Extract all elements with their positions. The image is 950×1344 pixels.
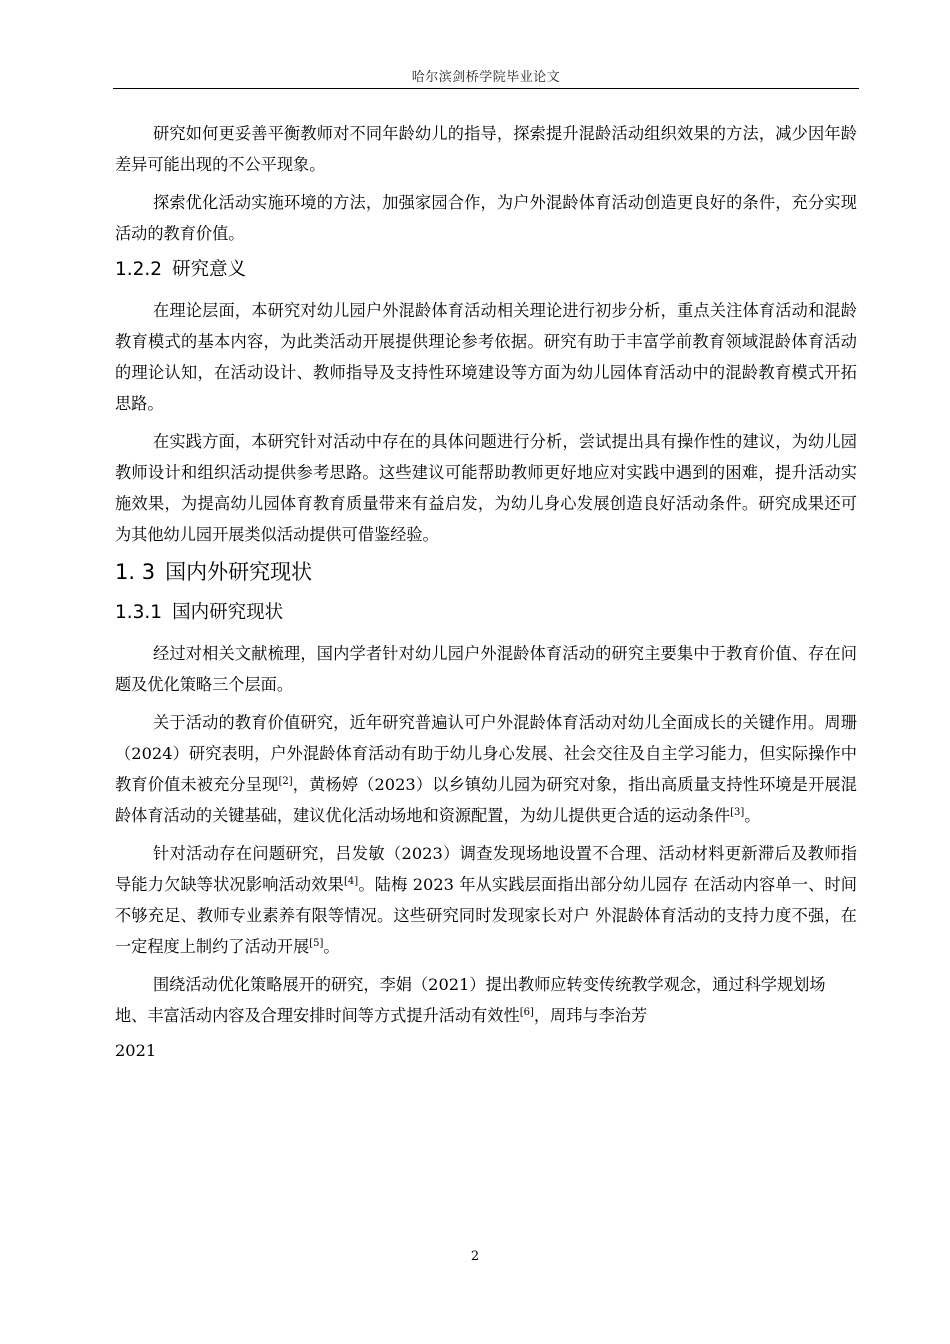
text-run: 关于活动的教育价值研究，近年研究普遍认可户外混龄体育活动对幼儿全面成长的关键作用。周珊（2024）研究表明，户外混龄体育活动有助于幼儿身心发展、社会交往及自主学习能力，但实际操作中教育价值未被充分呈现	[115, 713, 857, 794]
text-run: ，黄杨婷（2023）以乡镇幼儿园为研究对象，指出高质量支持性环境是开展混龄体育活动的关键基础，建议优化活动场地和资源配置，为幼儿提供更合适的运动条件	[115, 775, 857, 825]
section-title: 国内研究现状	[172, 602, 284, 623]
paragraph-1: 研究如何更妥善平衡教师对不同年龄幼儿的指导，探索提升混龄活动组织效果的方法，减少因年龄差异可能出现的不公平现象。	[115, 124, 857, 174]
trailing-text: 2021	[115, 1041, 157, 1060]
section-number: 1.3.1	[115, 602, 163, 623]
page-number: 2	[470, 1249, 480, 1264]
section-title: 国内外研究现状	[165, 560, 313, 584]
section-title: 研究意义	[172, 259, 247, 280]
text-run: 。	[323, 937, 340, 956]
citation-ref: [5]	[309, 938, 324, 949]
text-run: 。陆梅 2023 年从实践层面指出部分幼儿园存 在活动内容单一、时间不够充足、教师专业素养有限等情况。这些研究同时发现家长对户 外混龄体育活动的支持力度不强，在一定程度上制约了活动开展	[115, 875, 857, 956]
paragraph-4: 在实践方面，本研究针对活动中存在的具体问题进行分析，尝试提出具有操作性的建议，为幼儿园教师设计和组织活动提供参考思路。这些建议可能帮助教师更好地应对实践中遇到的困难，提升活动实施效果，为提高幼儿园体育教育质量带来有益启发，为幼儿身心发展创造良好活动条件。研究成果还可为其他幼儿园开展类似活动提供可借鉴经验。	[115, 432, 857, 544]
text-run: ，周玮与李治芳	[533, 1006, 648, 1025]
section-heading-1-3	[115, 557, 857, 587]
running-header: 哈尔滨剑桥学院毕业论文	[411, 70, 561, 85]
section-heading-1-3-1	[115, 599, 857, 627]
text-run: 围绕活动优化策略展开的研究，李娟（2021）提出教师应转变传统教学观念，通过科学规划场地、丰富活动内容及合理安排时间等方式提升活动有效性	[115, 975, 826, 1025]
citation-ref: [3]	[730, 807, 745, 818]
citation-ref: [2]	[278, 776, 293, 787]
paragraph-8	[115, 969, 857, 1031]
paragraph-3: 在理论层面，本研究对幼儿园户外混龄体育活动相关理论进行初步分析，重点关注体育活动和混龄教育模式的基本内容，为此类活动开展提供理论参考依据。研究有助于丰富学前教育领域混龄体育活动的理论认知，在活动设计、教师指导及支持性环境建设等方面为幼儿园体育活动中的混龄教育模式开拓思路。	[115, 301, 857, 413]
section-heading-1-2-2	[115, 256, 857, 284]
section-number: 1. 3	[115, 560, 156, 584]
section-number: 1.2.2	[115, 259, 163, 280]
text-run: 。	[744, 806, 761, 825]
header-rule	[113, 88, 859, 89]
document-body	[115, 118, 857, 1064]
paragraph-5: 经过对相关文献梳理，国内学者针对幼儿园户外混龄体育活动的研究主要集中于教育价值、存在问题及优化策略三个层面。	[115, 644, 857, 694]
paragraph-7	[115, 838, 857, 962]
paragraph-6	[115, 707, 857, 831]
text-run: 针对活动存在问题研究，吕发敏（2023）调查发现场地设置不合理、活动材料更新滞后及教师指导能力欠缺等状况影响活动效果	[115, 844, 857, 894]
paragraph-2: 探索优化活动实施环境的方法，加强家园合作，为户外混龄体育活动创造更良好的条件，充分实现活动的教育价值。	[115, 193, 857, 243]
citation-ref: [6]	[519, 1007, 534, 1018]
citation-ref: [4]	[344, 876, 359, 887]
